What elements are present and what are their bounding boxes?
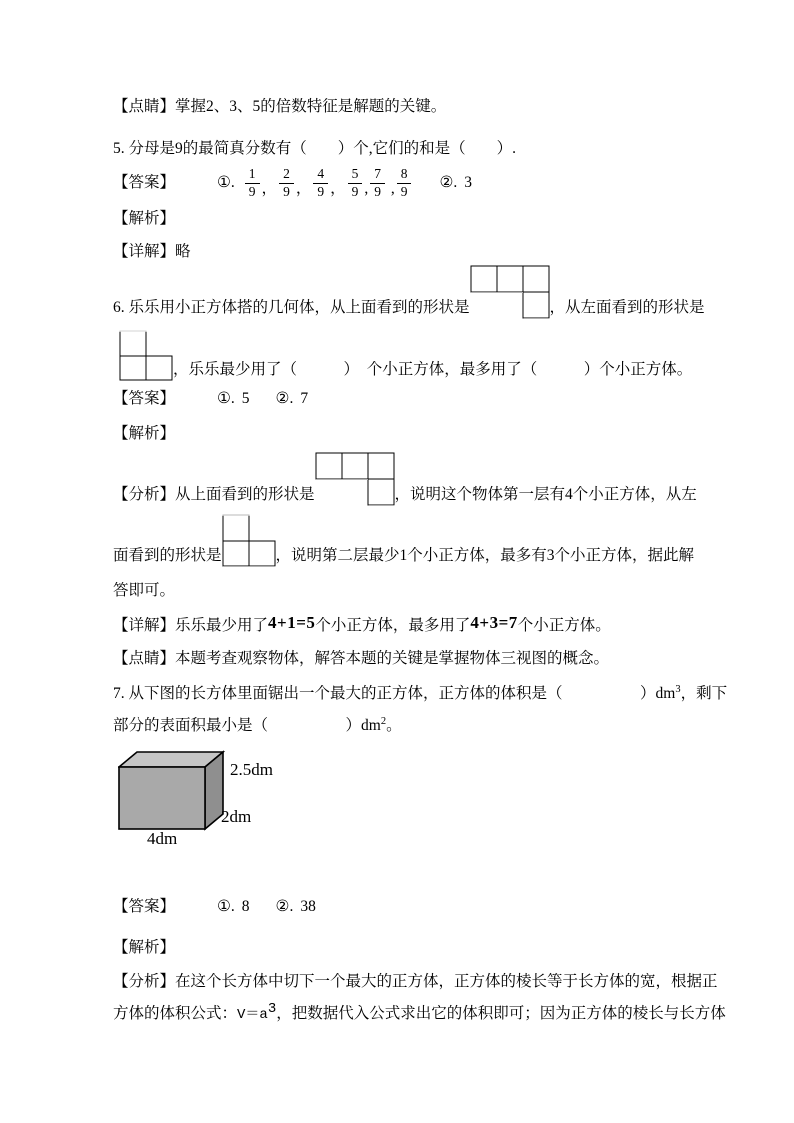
volume-formula-superscript: 3 — [267, 1000, 277, 1017]
math-expression-max: 4+3=7 — [470, 613, 518, 632]
q7-answer-line — [113, 896, 316, 918]
fraction-2-9: $\frac{2}{9}$ — [279, 166, 294, 199]
q7-fenxi-line1 — [113, 973, 718, 992]
q6-answer-label: 【答案】 — [113, 389, 176, 407]
fraction-5-9: $\frac{5}{9}$ — [348, 166, 363, 199]
q7-item1-label: ①. — [217, 897, 235, 915]
q6-xiangjie-pre-text: 【详解】乐乐最少用了 — [113, 617, 269, 634]
q7-line1-post-text: ，剩下 — [680, 685, 728, 702]
q7-line2-text: 部分的表面积最小是（ ）dm — [113, 717, 381, 734]
q7-line1-superscript: 3 — [675, 683, 681, 695]
q7-fenxi-line2-post-text: ，把数据代入公式求出它的体积即可；因为正方体的棱长与长方体 — [276, 1005, 726, 1022]
fraction-7-9: $\frac{7}{9}$ — [370, 166, 385, 199]
cuboid-drawing — [118, 750, 233, 835]
q7-fenxi-line1-text: 【分析】在这个长方体中切下一个最大的正方体，正方体的棱长等于长方体的宽，根据正 — [113, 973, 718, 990]
q5-xiangjie-line — [113, 243, 191, 262]
q7-jiexi-label: 【解析】 — [113, 939, 176, 956]
q7-question-line1 — [113, 685, 727, 704]
top-view-shape-diagram — [315, 452, 395, 506]
q7-fenxi-line2 — [113, 1000, 726, 1024]
q6-fenxi-line1 — [113, 452, 697, 506]
q6-jiexi-line — [113, 425, 175, 444]
math-expression-min: 4+1=5 — [268, 613, 316, 632]
fraction-separator: ， — [261, 179, 278, 197]
cuboid-front-face — [119, 767, 205, 829]
fraction-separator: ， — [295, 179, 312, 197]
q4-dianjing-text: 【点睛】掌握2、3、5的倍数特征是解题的关键。 — [113, 98, 447, 115]
q7-answer-label: 【答案】 — [113, 897, 176, 915]
q6-fenxi-mid-text: ，说明这个物体第一层有4个小正方体，从左 — [394, 486, 697, 504]
q6-xiangjie-mid-text: 个小正方体，最多用了 — [315, 617, 471, 634]
depth-dimension-label: 2dm — [221, 807, 252, 826]
q7-line2-post-text: 。 — [386, 717, 402, 734]
q5-question-text: 5. 分母是9的最简真分数有（ ）个,它们的和是（ ）. — [113, 140, 517, 157]
q7-line1-text: 7. 从下图的长方体里面锯出一个最大的正方体，正方体的体积是（ ）dm — [113, 685, 676, 702]
width-dimension-label: 4dm — [147, 829, 178, 848]
q5-item1-label: ①. — [217, 173, 235, 191]
fraction-separator: , — [386, 179, 395, 197]
q6-xiangjie-post-text: 个小正方体。 — [517, 617, 611, 634]
q6-dianjing-text: 【点睛】本题考查观察物体，解答本题的关键是掌握物体三视图的概念。 — [113, 650, 610, 667]
q6-answer-line — [113, 388, 308, 410]
top-view-shape-diagram — [470, 265, 550, 319]
q7-item2-value: 38 — [300, 897, 316, 915]
q6-fenxi-line3 — [113, 582, 175, 601]
q5-fraction-list — [243, 166, 414, 199]
q7-question-line2 — [113, 717, 402, 736]
fraction-1-9: $\frac{1}{9}$ — [245, 166, 260, 199]
q6-question-line1 — [113, 266, 705, 319]
q5-jiexi-label: 【解析】 — [113, 210, 176, 227]
q6-fenxi-line2 — [113, 514, 694, 567]
q6-dianjing-line — [113, 650, 609, 669]
q6-fenxi-line2-post-text: ，说明第二层最少1个小正方体，最多有3个小正方体，据此解 — [275, 547, 695, 565]
volume-formula: V＝a — [237, 1007, 268, 1023]
q7-line2-superscript: 2 — [380, 715, 387, 727]
q5-item2-label: ②. — [439, 173, 458, 191]
cuboid-figure — [118, 748, 328, 858]
q6-fenxi-pre-text: 【分析】从上面看到的形状是 — [113, 486, 315, 504]
q6-item2-value: 7 — [300, 389, 309, 407]
q7-item1-value: 8 — [241, 897, 250, 915]
fraction-4-9: $\frac{4}{9}$ — [313, 166, 328, 199]
fraction-separator: , — [364, 179, 369, 197]
q6-line1-text-post: ，从左面看到的形状是 — [549, 299, 705, 317]
left-view-shape-diagram — [222, 514, 276, 567]
q4-dianjing-line — [113, 98, 446, 117]
q6-xiangjie-line — [113, 615, 611, 636]
q5-question-line — [113, 140, 516, 159]
q6-item1-label: ①. — [217, 389, 235, 407]
q6-question-line2 — [113, 330, 692, 381]
q5-item2-value: 3 — [464, 173, 472, 191]
q7-jiexi-line — [113, 939, 175, 958]
q6-fenxi-line2-pre-text: 面看到的形状是 — [113, 547, 222, 565]
q7-fenxi-line2-pre-text: 方体的体积公式： — [113, 1005, 238, 1022]
q7-item2-label: ②. — [275, 897, 294, 915]
q6-line2-text: ，乐乐最少用了（ ） 个小正方体，最多用了（ ）个小正方体。 — [173, 361, 693, 379]
q6-line1-text: 6. 乐乐用小正方体搭的几何体，从上面看到的形状是 — [113, 299, 470, 317]
fraction-8-9: $\frac{8}{9}$ — [397, 166, 412, 199]
q5-jiexi-line — [113, 210, 175, 229]
q5-answer-label: 【答案】 — [113, 173, 176, 191]
q5-xiangjie-text: 【详解】略 — [113, 243, 191, 260]
q6-fenxi-line3-text: 答即可。 — [113, 582, 176, 599]
q6-item1-value: 5 — [241, 389, 250, 407]
left-view-shape-diagram — [119, 330, 173, 381]
height-dimension-label: 2.5dm — [230, 760, 273, 779]
q6-item2-label: ②. — [275, 389, 294, 407]
q5-answer-line — [113, 165, 472, 201]
fraction-separator: ， — [330, 179, 346, 197]
q6-jiexi-label: 【解析】 — [113, 425, 176, 442]
